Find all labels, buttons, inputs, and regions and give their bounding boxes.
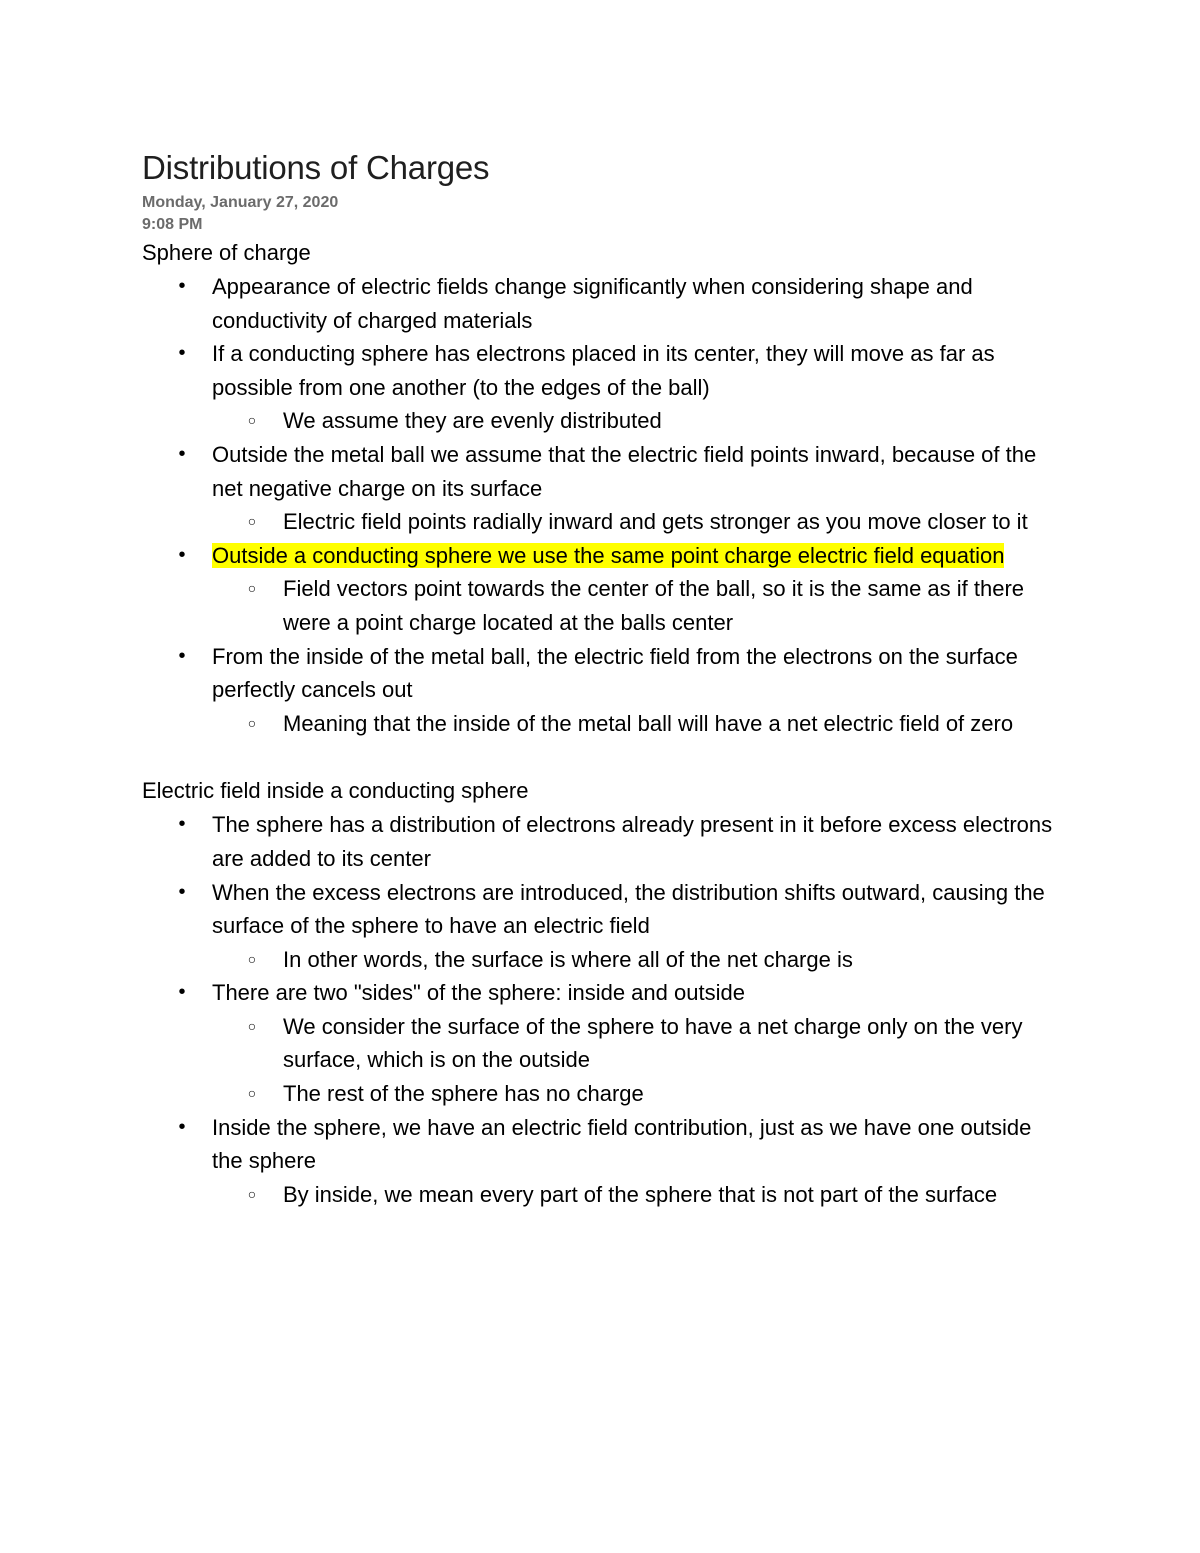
list-item [142,976,1062,1110]
hollow-bullet-icon: ○ [247,950,257,967]
sub-list-item [142,1010,1062,1077]
sub-list-item [142,707,1062,741]
page-title: Distributions of Charges [142,149,490,186]
sub-list-item [142,1178,1062,1212]
sub-bullet-list [212,1178,1062,1212]
hollow-bullet-icon: ○ [247,580,257,597]
bullet-icon: • [178,813,186,836]
sub-list-item [142,572,1062,639]
sub-list-item [142,1077,1062,1111]
sub-bullet-list [212,943,1062,977]
bullet-icon: • [178,880,186,903]
sub-list-item [142,943,1062,977]
hollow-bullet-icon: ○ [247,1085,257,1102]
list-item [142,640,1062,741]
section-heading: Electric field inside a conducting sphere [142,778,529,804]
hollow-bullet-icon: ○ [247,1185,257,1202]
list-item-text: Inside the sphere, we have an electric field contribution, just as we have one outside the sphere [212,1114,1032,1174]
highlighted-text: Outside a conducting sphere we use the same point charge electric field equation [212,542,1005,568]
section-spacer [142,740,1062,774]
sub-list-item [142,505,1062,539]
bullet-icon: • [178,981,186,1004]
note-page [142,148,1062,1211]
list-item [142,876,1062,977]
page-date: Monday, January 27, 2020 [142,194,339,211]
sub-list-item-text: The rest of the sphere has no charge [283,1081,644,1107]
bullet-list [142,270,1062,740]
sub-list-item-text: We consider the surface of the sphere to have a net charge only on the very surface, which is on the outside [283,1013,1023,1073]
sub-bullet-list [212,707,1062,741]
bullet-icon: • [178,644,186,667]
note-body [142,236,1062,1211]
list-item [142,438,1062,539]
sub-bullet-list [212,1010,1062,1111]
bullet-icon: • [178,442,186,465]
list-item-text: If a conducting sphere has electrons placed in its center, they will move as far as possible from one another (to the edges of the ball) [212,341,995,400]
bullet-icon: • [178,543,186,566]
list-item [142,1111,1062,1212]
bullet-list [142,808,1062,1211]
hollow-bullet-icon: ○ [247,412,257,429]
list-item-text: Outside the metal ball we assume that the electric field points inward, because of the net negative charge on its surface [212,441,1037,501]
list-item-text: When the excess electrons are introduced, the distribution shifts outward, causing the surface of the sphere to have an electric field [212,879,1045,939]
list-item-text: Appearance of electric fields change significantly when considering shape and conductivity of charged materials [212,274,973,333]
list-item [142,808,1062,875]
list-item-text: The sphere has a distribution of electrons already present in it before excess electrons are added to its center [212,812,1053,871]
list-item-text: There are two "sides" of the sphere: inside and outside [212,980,745,1006]
list-item [142,539,1062,640]
page-time: 9:08 PM [142,216,203,233]
sub-list-item-text: In other words, the surface is where all of the net charge is [283,946,853,972]
hollow-bullet-icon: ○ [247,1017,257,1034]
sub-list-item-text: We assume they are evenly distributed [283,408,662,434]
bullet-icon: • [178,342,186,365]
section-heading: Sphere of charge [142,240,311,265]
list-item [142,270,1062,337]
sub-list-item [142,404,1062,438]
sub-list-item-text: Meaning that the inside of the metal ball will have a net electric field of zero [283,710,1014,736]
list-item-text: From the inside of the metal ball, the electric field from the electrons on the surface perfectly cancels out [212,643,1018,703]
sub-list-item-text: By inside, we mean every part of the sphere that is not part of the surface [283,1181,998,1207]
hollow-bullet-icon: ○ [247,513,257,530]
hollow-bullet-icon: ○ [247,714,257,731]
sub-list-item-text: Electric field points radially inward and gets stronger as you move closer to it [283,509,1028,535]
list-item [142,337,1062,438]
sub-list-item-text: Field vectors point towards the center of the ball, so it is the same as if there were a point charge located at the balls center [283,576,1025,635]
bullet-icon: • [178,275,186,297]
bullet-icon: • [178,1115,186,1138]
sub-bullet-list [212,572,1062,639]
sub-bullet-list [212,404,1062,438]
sub-bullet-list [212,505,1062,539]
